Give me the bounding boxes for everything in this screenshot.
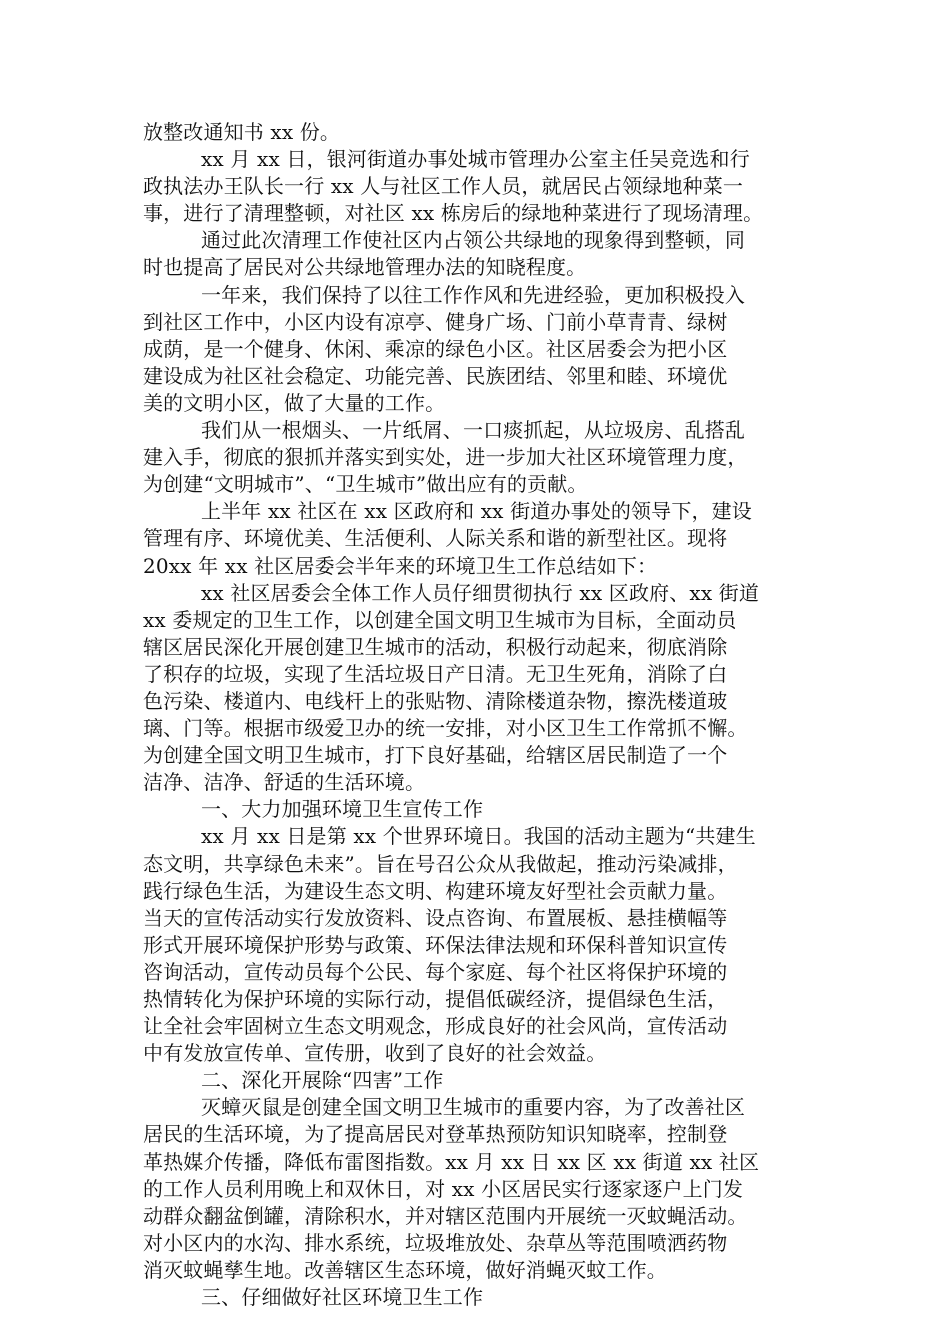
text-line: 我们从一根烟头、一片纸屑、一口痰抓起，从垃圾房、乱搭乱 bbox=[201, 418, 746, 443]
paragraph bbox=[143, 580, 823, 797]
text-line: 20xx 年 xx 社区居委会半年来的环境卫生工作总结如下： bbox=[143, 553, 658, 578]
text-line: 洁净、洁净、舒适的生活环境。 bbox=[143, 770, 426, 795]
paragraph bbox=[143, 282, 823, 417]
text-line: 了积存的垃圾，实现了生活垃圾日产日清。无卫生死角，消除了白 bbox=[143, 661, 728, 686]
paragraph bbox=[143, 796, 823, 823]
text-line: xx 委规定的卫生工作，以创建全国文明卫生城市为目标，全面动员 bbox=[143, 607, 737, 632]
text-line: 上半年 xx 社区在 xx 区政府和 xx 街道办事处的领导下，建设 bbox=[201, 499, 752, 524]
text-line: 态文明，共享绿色未来”。旨在号召公众从我做起，推动污染减排， bbox=[143, 851, 738, 876]
text-line: 动群众翻盆倒罐，清除积水，并对辖区范围内开展统一灭蚊蝇活动。 bbox=[143, 1203, 748, 1228]
text-line: 一、大力加强环境卫生宣传工作 bbox=[201, 797, 484, 822]
text-line: 一年来，我们保持了以往工作作风和先进经验，更加积极投入 bbox=[201, 282, 746, 307]
text-line: 为创建“文明城市”、“卫生城市”做出应有的贡献。 bbox=[143, 472, 588, 497]
text-line: 建入手，彻底的狠抓并落实到实处，进一步加大社区环境管理力度， bbox=[143, 445, 748, 470]
text-line: 政执法办王队长一行 xx 人与社区工作人员，就居民占领绿地种菜一 bbox=[143, 174, 744, 199]
text-line: 璃、门等。根据市级爱卫办的统一安排，对小区卫生工作常抓不懈。 bbox=[143, 716, 748, 741]
text-line: 消灭蚊蝇孳生地。改善辖区生态环境，做好消蝇灭蚊工作。 bbox=[143, 1257, 667, 1282]
paragraph bbox=[143, 823, 823, 1067]
text-line: 当天的宣传活动实行发放资料、设点咨询、布置展板、悬挂横幅等 bbox=[143, 905, 728, 930]
text-line: 居民的生活环境，为了提高居民对登革热预防知识知晓率，控制登 bbox=[143, 1122, 728, 1147]
paragraph bbox=[143, 227, 823, 281]
text-line: 二、深化开展除“四害”工作 bbox=[201, 1068, 444, 1093]
text-line: 三、仔细做好社区环境卫生工作 bbox=[201, 1285, 484, 1310]
text-line: 践行绿色生活，为建设生态文明、构建环境友好型社会贡献力量。 bbox=[143, 878, 728, 903]
text-line: 放整改通知书 xx 份。 bbox=[143, 120, 341, 144]
text-line: 为创建全国文明卫生城市，打下良好基础，给辖区居民制造了一个 bbox=[143, 743, 728, 768]
text-line: 通过此次清理工作使社区内占领公共绿地的现象得到整顿，同 bbox=[201, 228, 746, 253]
text-line: 革热媒介传播，降低布雷图指数。xx 月 xx 日 xx 区 xx 街道 xx 社区 bbox=[143, 1149, 760, 1174]
paragraph bbox=[143, 417, 823, 498]
paragraph bbox=[143, 146, 823, 227]
text-line: 管理有序、环境优美、生活便利、人际关系和谐的新型社区。现将 bbox=[143, 526, 728, 551]
text-line: 时也提高了居民对公共绿地管理办法的知晓程度。 bbox=[143, 255, 587, 280]
text-line: 辖区居民深化开展创建卫生城市的活动，积极行动起来，彻底消除 bbox=[143, 634, 728, 659]
text-line: 形式开展环境保护形势与政策、环保法律法规和环保科普知识宣传 bbox=[143, 932, 728, 957]
text-line: 到社区工作中，小区内设有凉亭、健身广场、门前小草青青、绿树 bbox=[143, 309, 728, 334]
text-line: 让全社会牢固树立生态文明观念，形成良好的社会风尚，宣传活动 bbox=[143, 1014, 728, 1039]
paragraph bbox=[143, 1067, 823, 1094]
document-body bbox=[143, 119, 823, 1311]
text-line: 中有发放宣传单、宣传册，收到了良好的社会效益。 bbox=[143, 1041, 607, 1066]
text-line: 灭蟑灭鼠是创建全国文明卫生城市的重要内容，为了改善社区 bbox=[201, 1095, 746, 1120]
text-line: 咨询活动，宣传动员每个公民、每个家庭、每个社区将保护环境的 bbox=[143, 959, 728, 984]
text-line: xx 社区居委会全体工作人员仔细贯彻执行 xx 区政府、xx 街道 bbox=[201, 580, 760, 605]
text-line: 的工作人员利用晚上和双休日，对 xx 小区居民实行逐家逐户上门发 bbox=[143, 1176, 744, 1201]
text-line: 建设成为社区社会稳定、功能完善、民族团结、邻里和睦、环境优 bbox=[143, 363, 728, 388]
text-line: 成荫，是一个健身、休闲、乘凉的绿色小区。社区居委会为把小区 bbox=[143, 336, 728, 361]
text-line: 热情转化为保护环境的实际行动，提倡低碳经济，提倡绿色生活， bbox=[143, 987, 728, 1011]
text-line: 对小区内的水沟、排水系统，垃圾堆放处、杂草丛等范围喷洒药物 bbox=[143, 1230, 728, 1255]
text-line: 美的文明小区，做了大量的工作。 bbox=[143, 390, 446, 415]
text-line: 事，进行了清理整顿，对社区 xx 栋房后的绿地种菜进行了现场清理。 bbox=[143, 201, 764, 226]
paragraph bbox=[143, 1284, 823, 1311]
paragraph bbox=[143, 1094, 823, 1284]
paragraph bbox=[143, 119, 823, 146]
text-line: xx 月 xx 日，银河街道办事处城市管理办公室主任吴竞选和行 bbox=[201, 147, 750, 172]
text-line: 色污染、楼道内、电线杆上的张贴物、清除楼道杂物，擦洗楼道玻 bbox=[143, 688, 728, 713]
text-line: xx 月 xx 日是第 xx 个世界环境日。我国的活动主题为“共建生 bbox=[201, 824, 756, 849]
paragraph bbox=[143, 498, 823, 579]
